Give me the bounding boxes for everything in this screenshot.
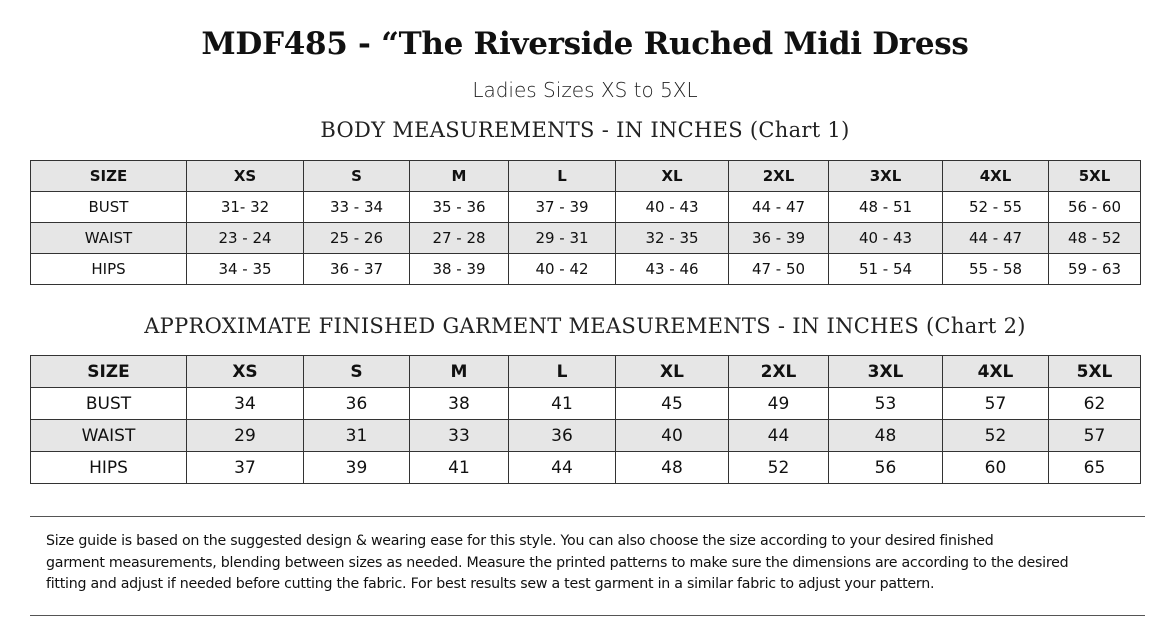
table-cell: 40 - 43 xyxy=(616,192,729,223)
table-cell: 62 xyxy=(1049,388,1141,420)
table-cell: 39 xyxy=(304,452,410,484)
column-header: 5XL xyxy=(1049,356,1141,388)
table-cell: 57 xyxy=(1049,420,1141,452)
table-cell: 43 - 46 xyxy=(616,254,729,285)
column-header: 2XL xyxy=(729,356,829,388)
divider xyxy=(30,615,1145,616)
row-label: HIPS xyxy=(31,452,187,484)
column-header: XL xyxy=(616,161,729,192)
size-guide-note xyxy=(46,531,1146,596)
table-cell: 57 xyxy=(943,388,1049,420)
table-cell: 47 - 50 xyxy=(729,254,829,285)
table-cell: 48 - 51 xyxy=(829,192,943,223)
table-cell: 44 xyxy=(729,420,829,452)
table-cell: 29 xyxy=(187,420,304,452)
column-header: 5XL xyxy=(1049,161,1141,192)
table-cell: 33 xyxy=(410,420,509,452)
column-header: SIZE xyxy=(31,161,187,192)
table-cell: 44 xyxy=(509,452,616,484)
table-cell: 36 xyxy=(304,388,410,420)
table-cell: 29 - 31 xyxy=(509,223,616,254)
row-label: BUST xyxy=(31,192,187,223)
chart1-heading: BODY MEASUREMENTS - IN INCHES (Chart 1) xyxy=(320,118,850,142)
table-header-row xyxy=(31,161,1141,192)
column-header: XL xyxy=(616,356,729,388)
table-row-bust xyxy=(31,388,1141,420)
column-header: L xyxy=(509,161,616,192)
column-header: M xyxy=(410,161,509,192)
table-cell: 33 - 34 xyxy=(304,192,410,223)
table-cell: 65 xyxy=(1049,452,1141,484)
table-cell: 38 - 39 xyxy=(410,254,509,285)
table-cell: 40 - 42 xyxy=(509,254,616,285)
table-cell: 56 xyxy=(829,452,943,484)
table-cell: 48 xyxy=(616,452,729,484)
table-row-waist xyxy=(31,420,1141,452)
column-header: S xyxy=(304,161,410,192)
table-cell: 52 xyxy=(729,452,829,484)
page-subtitle: Ladies Sizes XS to 5XL xyxy=(472,78,698,102)
table-cell: 36 - 37 xyxy=(304,254,410,285)
table-cell: 36 - 39 xyxy=(729,223,829,254)
table-cell: 59 - 63 xyxy=(1049,254,1141,285)
table-header-row xyxy=(31,356,1141,388)
row-label: BUST xyxy=(31,388,187,420)
table-cell: 60 xyxy=(943,452,1049,484)
table-cell: 32 - 35 xyxy=(616,223,729,254)
column-header: 4XL xyxy=(943,356,1049,388)
table-cell: 34 xyxy=(187,388,304,420)
table-cell: 52 xyxy=(943,420,1049,452)
column-header: 3XL xyxy=(829,161,943,192)
table-row-waist xyxy=(31,223,1141,254)
table-cell: 31 xyxy=(304,420,410,452)
column-header: 2XL xyxy=(729,161,829,192)
table-cell: 48 xyxy=(829,420,943,452)
table-row-hips xyxy=(31,452,1141,484)
table-cell: 40 xyxy=(616,420,729,452)
table-cell: 49 xyxy=(729,388,829,420)
row-label: HIPS xyxy=(31,254,187,285)
table-cell: 38 xyxy=(410,388,509,420)
table-cell: 37 - 39 xyxy=(509,192,616,223)
table-cell: 51 - 54 xyxy=(829,254,943,285)
column-header: S xyxy=(304,356,410,388)
table-cell: 48 - 52 xyxy=(1049,223,1141,254)
note-line: Size guide is based on the suggested design & wearing ease for this style. You can also choose the size according to your desired finished xyxy=(46,533,994,549)
divider xyxy=(30,516,1145,517)
chart2-heading: APPROXIMATE FINISHED GARMENT MEASUREMENTS - IN INCHES (Chart 2) xyxy=(144,314,1026,338)
column-header: 4XL xyxy=(943,161,1049,192)
table-cell: 41 xyxy=(509,388,616,420)
finished-garment-table xyxy=(30,355,1141,484)
table-cell: 41 xyxy=(410,452,509,484)
table-row-hips xyxy=(31,254,1141,285)
table-cell: 23 - 24 xyxy=(187,223,304,254)
note-line: garment measurements, blending between sizes as needed. Measure the printed patterns to make sure the dimensions are according to the desired xyxy=(46,554,1069,571)
column-header: XS xyxy=(187,161,304,192)
table-cell: 56 - 60 xyxy=(1049,192,1141,223)
table-cell: 36 xyxy=(509,420,616,452)
table-row-bust xyxy=(31,192,1141,223)
table-cell: 31- 32 xyxy=(187,192,304,223)
table-cell: 44 - 47 xyxy=(943,223,1049,254)
column-header: SIZE xyxy=(31,356,187,388)
column-header: M xyxy=(410,356,509,388)
page-title: MDF485 - “The Riverside Ruched Midi Dress xyxy=(201,26,969,62)
table-cell: 25 - 26 xyxy=(304,223,410,254)
row-label: WAIST xyxy=(31,223,187,254)
table-cell: 35 - 36 xyxy=(410,192,509,223)
table-cell: 34 - 35 xyxy=(187,254,304,285)
table-cell: 40 - 43 xyxy=(829,223,943,254)
body-measurements-table xyxy=(30,160,1141,285)
table-cell: 53 xyxy=(829,388,943,420)
column-header: XS xyxy=(187,356,304,388)
note-line: fitting and adjust if needed before cutting the fabric. For best results sew a test garment in a similar fabric to adjust your pattern. xyxy=(46,576,935,592)
table-cell: 27 - 28 xyxy=(410,223,509,254)
column-header: 3XL xyxy=(829,356,943,388)
table-cell: 52 - 55 xyxy=(943,192,1049,223)
table-cell: 37 xyxy=(187,452,304,484)
table-cell: 44 - 47 xyxy=(729,192,829,223)
table-cell: 55 - 58 xyxy=(943,254,1049,285)
column-header: L xyxy=(509,356,616,388)
row-label: WAIST xyxy=(31,420,187,452)
table-cell: 45 xyxy=(616,388,729,420)
